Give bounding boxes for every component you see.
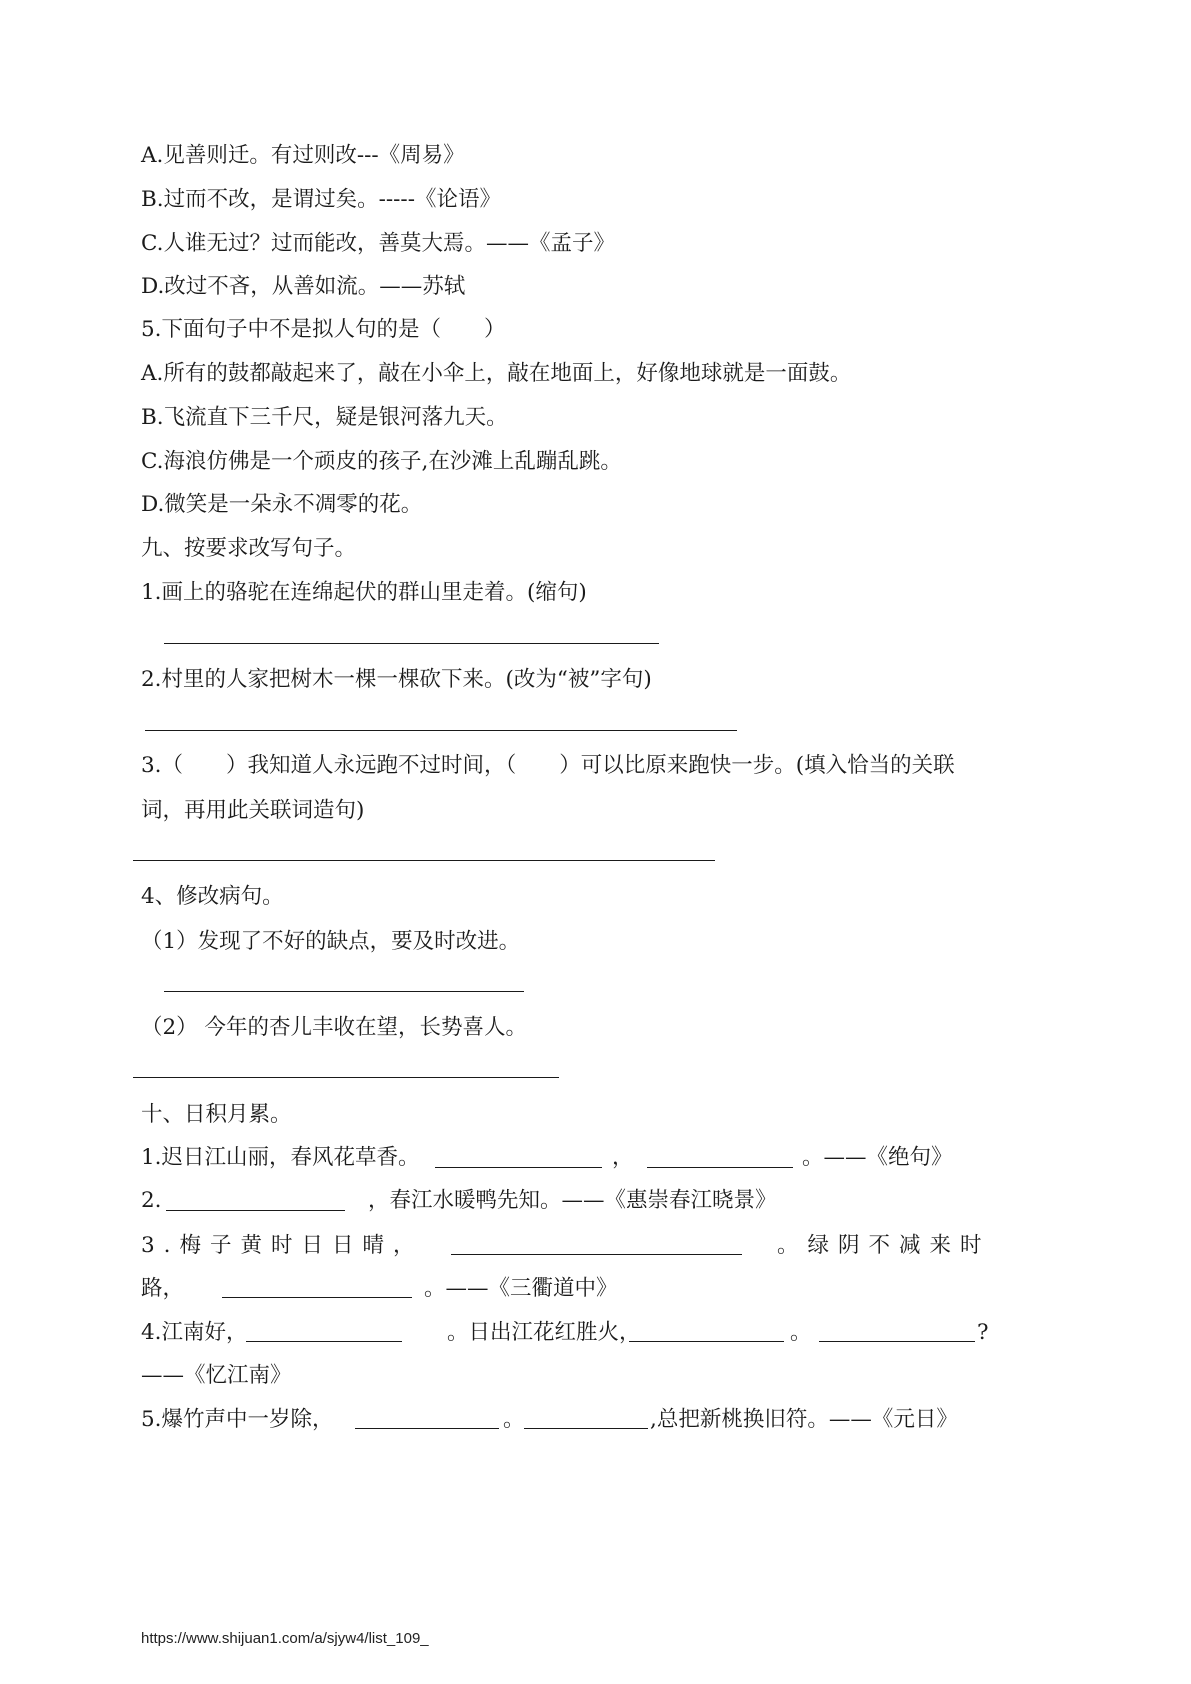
poem-blank-4-3[interactable] bbox=[819, 1341, 975, 1342]
section-9-title: 九、按要求改写句子。 bbox=[141, 536, 357, 561]
poem-line-1-source: 。——《绝句》 bbox=[802, 1145, 953, 1170]
poem-blank-5-2[interactable] bbox=[524, 1428, 648, 1429]
poem-line-3-text: 3.梅子黄时日日晴， bbox=[141, 1233, 424, 1258]
poem-blank-4-1[interactable] bbox=[246, 1341, 402, 1342]
question-5: 5.下面句子中不是拟人句的是（ ） bbox=[141, 317, 506, 342]
poem-line-4-question: ? bbox=[977, 1320, 989, 1345]
poem-line-5-period: 。 bbox=[503, 1407, 525, 1432]
question-5-option-c: C.海浪仿佛是一个顽皮的孩子,在沙滩上乱蹦乱跳。 bbox=[141, 449, 622, 474]
poem-line-2-text: ，春江水暖鸭先知。——《惠崇春江晓景》 bbox=[368, 1188, 777, 1213]
poem-line-3-continued: 。绿阴不减来时 bbox=[777, 1233, 991, 1258]
poem-line-2-number: 2. bbox=[141, 1188, 162, 1213]
poem-line-1-comma: ， bbox=[612, 1145, 634, 1170]
question-5-option-b: B.飞流直下三千尺，疑是银河落九天。 bbox=[141, 405, 508, 430]
poem-line-4-text: 4.江南好， bbox=[141, 1320, 248, 1345]
section-9-question-3-line-2: 词，再用此关联词造句) bbox=[141, 798, 365, 823]
answer-blank-9-4-1[interactable] bbox=[164, 991, 524, 992]
poem-blank-3-2[interactable] bbox=[222, 1297, 412, 1298]
poem-blank-1-2[interactable] bbox=[647, 1167, 793, 1168]
footer-url[interactable]: https://www.shijuan1.com/a/sjyw4/list_109_ bbox=[141, 1630, 429, 1647]
poem-blank-2-1[interactable] bbox=[166, 1210, 345, 1211]
answer-blank-9-4-2[interactable] bbox=[133, 1077, 559, 1078]
poem-line-1-text: 1.迟日江山丽，春风花草香。 bbox=[141, 1145, 420, 1170]
question-5-option-d: D.微笑是一朵永不凋零的花。 bbox=[141, 492, 423, 517]
poem-blank-1-1[interactable] bbox=[435, 1167, 602, 1168]
section-9-question-2: 2.村里的人家把树木一棵一棵砍下来。(改为“被”字句) bbox=[141, 667, 652, 692]
poem-line-3-road: 路， bbox=[141, 1276, 185, 1301]
section-9-question-4: 4、修改病句。 bbox=[141, 884, 284, 909]
section-9-question-4-1: （1）发现了不好的缺点，要及时改进。 bbox=[141, 929, 521, 954]
poem-blank-5-1[interactable] bbox=[355, 1428, 499, 1429]
poem-blank-4-2[interactable] bbox=[629, 1341, 784, 1342]
option-c: C.人谁无过？过而能改，善莫大焉。——《孟子》 bbox=[141, 231, 616, 256]
poem-blank-3-1[interactable] bbox=[451, 1254, 742, 1255]
section-9-question-4-2: （2） 今年的杏儿丰收在望，长势喜人。 bbox=[141, 1015, 528, 1040]
poem-line-5-text: 5.爆竹声中一岁除， bbox=[141, 1407, 334, 1432]
section-10-title: 十、日积月累。 bbox=[141, 1102, 292, 1127]
answer-blank-9-3[interactable] bbox=[133, 860, 715, 861]
section-9-question-3-line-1: 3.（ ）我知道人永远跑不过时间，（ ）可以比原来跑快一步。(填入恰当的关联 bbox=[141, 753, 955, 778]
poem-line-5-source: ,总把新桃换旧符。——《元日》 bbox=[650, 1407, 958, 1432]
answer-blank-9-1[interactable] bbox=[164, 643, 659, 644]
poem-line-4-source: ——《忆江南》 bbox=[141, 1363, 292, 1388]
answer-blank-9-2[interactable] bbox=[145, 730, 737, 731]
poem-line-3-source: 。——《三衢道中》 bbox=[424, 1276, 618, 1301]
option-a: A.见善则迁。有过则改---《周易》 bbox=[141, 143, 465, 168]
poem-line-4-period: 。 bbox=[790, 1320, 812, 1345]
option-b: B.过而不改，是谓过矣。-----《论语》 bbox=[141, 187, 501, 212]
option-d: D.改过不吝，从善如流。——苏轼 bbox=[141, 274, 466, 299]
section-9-question-1: 1.画上的骆驼在连绵起伏的群山里走着。(缩句) bbox=[141, 580, 587, 605]
poem-line-4-continued: 。日出江花红胜火， bbox=[447, 1320, 641, 1345]
question-5-option-a: A.所有的鼓都敲起来了，敲在小伞上，敲在地面上，好像地球就是一面鼓。 bbox=[141, 361, 852, 386]
